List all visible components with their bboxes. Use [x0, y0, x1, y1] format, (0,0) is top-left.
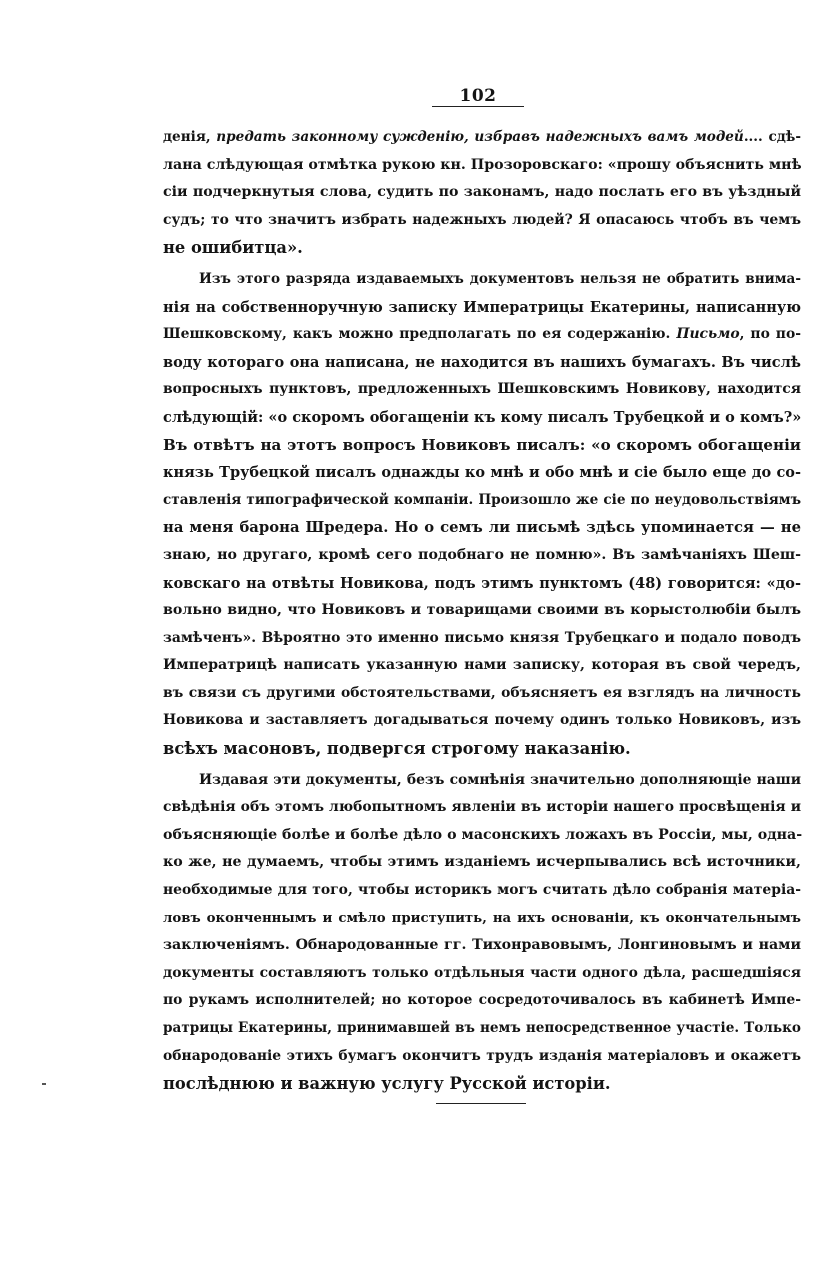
body-text — [163, 124, 801, 1098]
text-segment: Изъ этого разряда издаваемыхъ документовъ нельзя не обратить внима- — [199, 270, 801, 287]
text-segment: вопросныхъ пунктовъ, предложенныхъ Шешковскимъ Новикову, находится — [163, 381, 801, 398]
text-segment: объясняющіе болѣе и болѣе дѣло о масонскихъ ложахъ въ Россіи, мы, одна- — [163, 826, 803, 843]
text-segment: Новикова и заставляетъ догадываться почему одинъ только Новиковъ, изъ — [163, 712, 801, 729]
end-rule — [436, 1103, 526, 1104]
text-line — [163, 822, 801, 850]
text-line — [163, 1070, 801, 1098]
text-segment: по рукамъ исполнителей; но которое сосредоточивалось въ кабинетѣ Импе- — [163, 992, 801, 1009]
text-segment: обнародованіе этихъ бумагъ окончитъ трудъ изданія матеріаловъ и окажетъ — [163, 1047, 801, 1064]
text-segment: денія, — [163, 129, 217, 145]
text-line — [163, 794, 801, 822]
text-line — [163, 294, 801, 322]
text-line — [163, 570, 801, 598]
text-segment: заключеніямъ. Обнародованные гг. Тихонравовымъ, Лонгиновымъ и нами — [163, 937, 801, 954]
text-line — [163, 152, 801, 180]
text-segment: знаю, но другаго, кромѣ сего подобнаго не помню». Въ замѣчаніяхъ Шеш- — [163, 546, 801, 563]
text-line — [163, 597, 801, 625]
text-segment: слѣдующій: «о скоромъ обогащеніи къ кому писалъ Трубецкой и о комъ?» — [163, 408, 802, 426]
text-line — [163, 932, 801, 960]
text-segment: всѣхъ масоновъ, подвергся строгому наказанію. — [163, 739, 631, 759]
header-rule — [432, 106, 524, 107]
text-segment: нія на собственноручную записку Императрицы Екатерины, написанную — [163, 298, 801, 316]
text-line — [163, 321, 801, 349]
text-line — [163, 877, 801, 905]
text-segment: князь Трубецкой писалъ однажды ко мнѣ и обо мнѣ и сіе было еще до со- — [163, 464, 801, 482]
text-line — [163, 349, 801, 377]
text-line — [163, 905, 801, 933]
text-segment: ратрицы Екатерины, принимавшей въ немъ непосредственное участіе. Только — [163, 1020, 801, 1036]
text-line — [163, 849, 801, 877]
text-line — [163, 207, 801, 235]
italic-text: Письмо — [676, 326, 740, 343]
text-line — [163, 432, 801, 460]
text-segment: судъ; то что значитъ избрать надежныхъ людей? Я опасаюсь чтобъ въ чемъ — [163, 211, 801, 228]
paragraph — [163, 266, 801, 763]
text-segment: не ошибитца». — [163, 238, 303, 258]
text-segment: Шешковскому, какъ можно предполагать по ея содержанію. — [163, 326, 677, 343]
text-segment: свѣдѣнія объ этомъ любопытномъ явленіи въ исторіи нашего просвѣщенія и — [163, 799, 801, 816]
text-line — [163, 767, 801, 795]
text-line — [163, 707, 801, 735]
text-segment: воду котораго она написана, не находится въ нашихъ бумагахъ. Въ числѣ — [163, 353, 801, 371]
text-line — [163, 404, 801, 432]
text-line — [163, 459, 801, 487]
text-line — [163, 960, 801, 988]
text-segment: замѣченъ». Вѣроятно это именно письмо князя Трубецкаго и подало поводъ — [163, 629, 801, 646]
text-segment: ко же, не думаемъ, чтобы этимъ изданіемъ исчерпывались всѣ источники, — [163, 854, 801, 871]
text-line — [163, 1043, 801, 1071]
text-segment: на меня барона Шредера. Но о семъ ли письмѣ здѣсь упоминается — не — [163, 519, 801, 537]
text-segment: ковскаго на отвѣты Новикова, подъ этимъ пунктомъ (48) говорится: «до- — [163, 574, 801, 592]
text-line — [163, 266, 801, 294]
text-segment: лана слѣдующая отмѣтка рукою кн. Прозоровскаго: «прошу объяснить мнѣ — [163, 156, 802, 173]
italic-text: предать законному сужденію, избравъ надежныхъ вамъ модей — [216, 129, 744, 145]
margin-mark — [42, 1083, 46, 1085]
text-line — [163, 514, 801, 542]
text-line — [163, 652, 801, 680]
text-segment: сіи подчеркнутыя слова, судить по законамъ, надо послать его въ уѣздный — [163, 184, 801, 201]
text-segment: , по по- — [739, 326, 801, 343]
paragraph — [163, 767, 801, 1098]
text-line — [163, 124, 801, 152]
text-line — [163, 376, 801, 404]
text-segment: вольно видно, что Новиковъ и товарищами своими въ корыстолюбіи былъ — [163, 602, 801, 619]
text-segment: Издавая эти документы, безъ сомнѣнія значительно дополняющіе наши — [199, 771, 801, 788]
text-segment: въ связи съ другими обстоятельствами, объясняетъ ея взглядъ на личность — [163, 684, 801, 701]
text-segment: необходимые для того, чтобы историкъ могъ считать дѣло собранія матеріа- — [163, 882, 801, 899]
text-line — [163, 987, 801, 1015]
text-segment: Императрицѣ написать указанную нами записку, которая въ свой чередъ, — [163, 657, 801, 674]
text-line — [163, 179, 801, 207]
text-segment: документы составляютъ только отдѣльныя части одного дѣла, расшедшіяся — [163, 964, 801, 981]
text-line — [163, 234, 801, 262]
text-segment: ловъ оконченнымъ и смѣло приступить, на ихъ основаніи, къ окончательнымъ — [163, 910, 801, 926]
paragraph — [163, 124, 801, 262]
page-number: 102 — [459, 86, 497, 106]
text-segment: ставленія типографической компаніи. Произошло же сіе по неудовольствіямъ — [163, 491, 801, 508]
text-line — [163, 625, 801, 653]
text-line — [163, 487, 801, 515]
text-segment: Въ отвѣтъ на этотъ вопросъ Новиковъ писалъ: «о скоромъ обогащеніи — [163, 435, 801, 454]
text-segment: послѣднюю и важную услугу Русской исторіи. — [163, 1074, 611, 1094]
text-line — [163, 1015, 801, 1043]
text-segment: .... сдѣ- — [743, 129, 801, 145]
text-line — [163, 735, 801, 763]
text-line — [163, 542, 801, 570]
text-line — [163, 680, 801, 708]
